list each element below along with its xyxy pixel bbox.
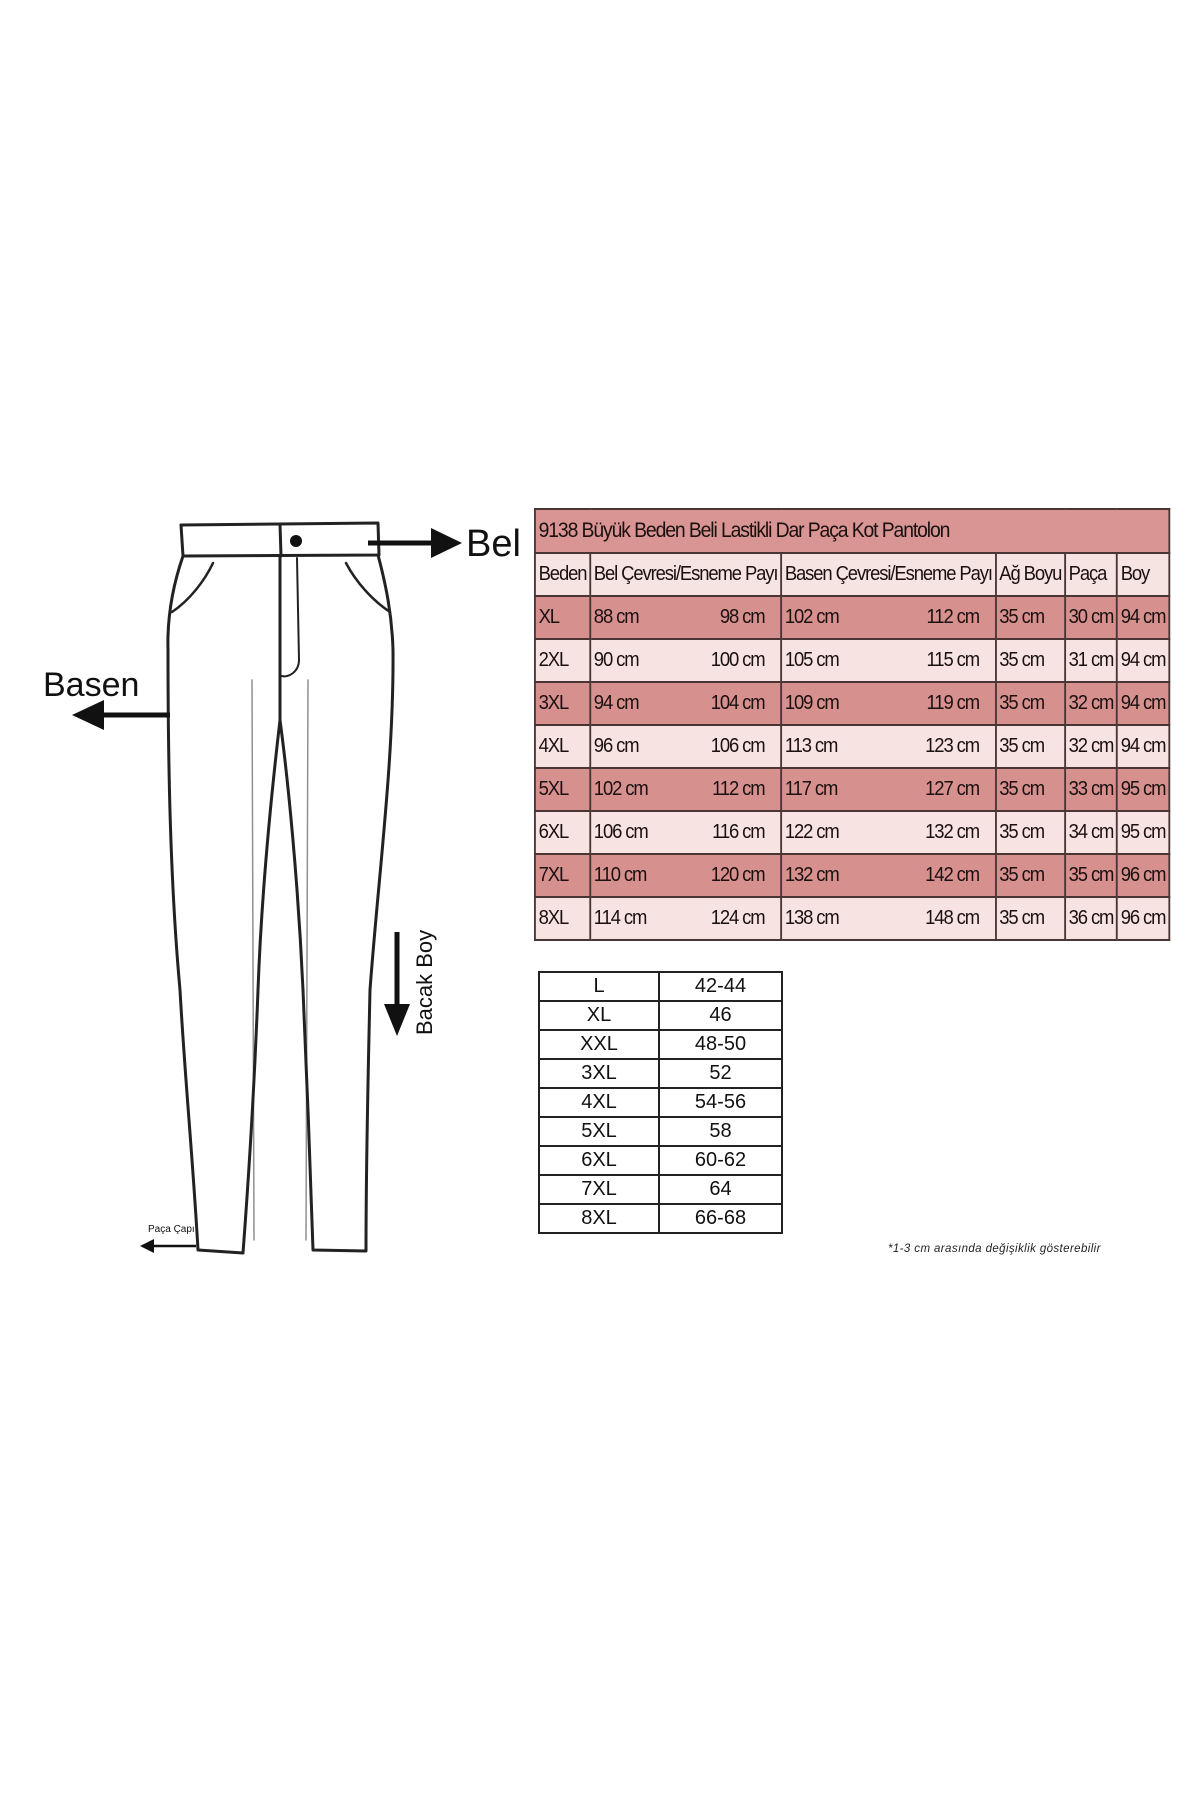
- fly-stitch: [282, 558, 299, 676]
- cell-bel: 106 cm 116 cm: [590, 811, 781, 854]
- cell-boy: 96 cm: [1117, 854, 1169, 897]
- list-item: 6XL 60-62: [539, 1146, 782, 1175]
- cell-boy: 96 cm: [1117, 897, 1169, 940]
- down-arrow-icon: [384, 932, 410, 1036]
- cell-paca: 30 cm: [1065, 596, 1117, 639]
- left-arrow-icon: [140, 1239, 196, 1253]
- cell-basen: 132 cm 142 cm: [781, 854, 995, 897]
- cell-boy: 95 cm: [1117, 768, 1169, 811]
- cell-beden: 3XL: [535, 682, 590, 725]
- left-arrow-icon: [72, 700, 170, 730]
- table-row: [535, 682, 1169, 725]
- cell-ag-boyu: 35 cm: [996, 811, 1065, 854]
- cell-basen: 105 cm 115 cm: [781, 639, 995, 682]
- cell-basen: 122 cm 132 cm: [781, 811, 995, 854]
- cell-paca: 31 cm: [1065, 639, 1117, 682]
- cell-ag-boyu: 35 cm: [996, 682, 1065, 725]
- cell-ag-boyu: 35 cm: [996, 768, 1065, 811]
- cell-basen: 113 cm 123 cm: [781, 725, 995, 768]
- right-arrow-icon: [368, 528, 462, 558]
- cell-beden: 7XL: [535, 854, 590, 897]
- table-row: [535, 811, 1169, 854]
- cell-beden: 5XL: [535, 768, 590, 811]
- cell-boy: 94 cm: [1117, 639, 1169, 682]
- cell-boy: 94 cm: [1117, 682, 1169, 725]
- list-item: 5XL 58: [539, 1117, 782, 1146]
- paca-capi-label: Paça Çapı: [148, 1224, 195, 1235]
- cell-paca: 36 cm: [1065, 897, 1117, 940]
- header-bel: Bel Çevresi/Esneme Payı: [590, 553, 781, 596]
- cell-paca: 32 cm: [1065, 682, 1117, 725]
- header-boy: Boy: [1117, 553, 1169, 596]
- cell-beden: XL: [535, 596, 590, 639]
- table-title: 9138 Büyük Beden Beli Lastikli Dar Paça Kot Pantolon: [535, 509, 1169, 553]
- table-row: [535, 897, 1169, 940]
- header-basen: Basen Çevresi/Esneme Payı: [781, 553, 995, 596]
- header-beden: Beden: [535, 553, 590, 596]
- cell-boy: 94 cm: [1117, 725, 1169, 768]
- cell-bel: 90 cm 100 cm: [590, 639, 781, 682]
- list-item: 8XL 66-68: [539, 1204, 782, 1233]
- cell-bel: 94 cm 104 cm: [590, 682, 781, 725]
- button: [290, 535, 302, 547]
- left-leg-inner: [252, 680, 254, 1240]
- cell-boy: 95 cm: [1117, 811, 1169, 854]
- cell-basen: 102 cm 112 cm: [781, 596, 995, 639]
- cell-ag-boyu: 35 cm: [996, 725, 1065, 768]
- basen-label: Basen: [43, 666, 140, 704]
- waistband-split: [280, 524, 281, 556]
- cell-paca: 32 cm: [1065, 725, 1117, 768]
- list-item: 7XL 64: [539, 1175, 782, 1204]
- cell-paca: 35 cm: [1065, 854, 1117, 897]
- cell-basen: 138 cm 148 cm: [781, 897, 995, 940]
- cell-paca: 34 cm: [1065, 811, 1117, 854]
- table-row: [535, 725, 1169, 768]
- cell-ag-boyu: 35 cm: [996, 897, 1065, 940]
- table-row: [535, 854, 1169, 897]
- cell-bel: 102 cm 112 cm: [590, 768, 781, 811]
- footnote: *1-3 cm arasında değişiklik gösterebilir: [888, 1243, 1101, 1255]
- table-row: [535, 596, 1169, 639]
- table-title-row: [535, 509, 1169, 553]
- cell-boy: 94 cm: [1117, 596, 1169, 639]
- list-item: 4XL 54-56: [539, 1088, 782, 1117]
- cell-bel: 114 cm 124 cm: [590, 897, 781, 940]
- cell-basen: 117 cm 127 cm: [781, 768, 995, 811]
- bel-label: Bel: [466, 523, 521, 565]
- cell-beden: 2XL: [535, 639, 590, 682]
- cell-bel: 110 cm 120 cm: [590, 854, 781, 897]
- cell-beden: 4XL: [535, 725, 590, 768]
- cell-paca: 33 cm: [1065, 768, 1117, 811]
- table-row: [535, 768, 1169, 811]
- header-ag-boyu: Ağ Boyu: [996, 553, 1065, 596]
- list-item: L 42-44: [539, 972, 782, 1001]
- size-conversion-table: [538, 971, 783, 1234]
- table-header-row: [535, 553, 1169, 596]
- header-paca: Paça: [1065, 553, 1117, 596]
- cell-bel: 88 cm 98 cm: [590, 596, 781, 639]
- cell-beden: 8XL: [535, 897, 590, 940]
- cell-beden: 6XL: [535, 811, 590, 854]
- size-table: [534, 508, 1170, 941]
- cell-bel: 96 cm 106 cm: [590, 725, 781, 768]
- cell-ag-boyu: 35 cm: [996, 639, 1065, 682]
- cell-ag-boyu: 35 cm: [996, 854, 1065, 897]
- list-item: 3XL 52: [539, 1059, 782, 1088]
- right-leg-inner: [306, 680, 308, 1240]
- list-item: XXL 48-50: [539, 1030, 782, 1059]
- list-item: XL 46: [539, 1001, 782, 1030]
- table-row: [535, 639, 1169, 682]
- bacak-boy-label: Bacak Boy: [412, 929, 437, 1035]
- cell-ag-boyu: 35 cm: [996, 596, 1065, 639]
- cell-basen: 109 cm 119 cm: [781, 682, 995, 725]
